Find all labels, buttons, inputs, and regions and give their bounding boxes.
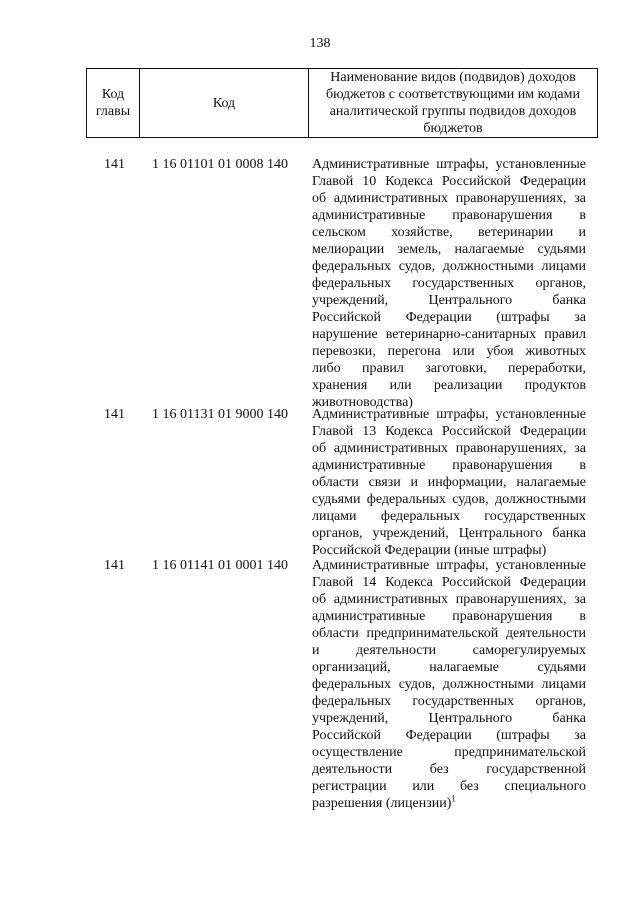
description-line: об административных правонарушениях, за [312,592,586,607]
description-line: области предпринимательской деятельности [312,626,586,641]
description-line: мелиорации земель, налагаемые судьями [312,242,586,257]
description-line: учреждений, Центрального банка [312,293,586,308]
chapter-code: 141 [104,157,125,172]
description-line: лицами федеральных государственных [312,509,586,524]
description-line-text: разрешения (лицензии) [312,796,452,811]
revenue-description [312,557,586,812]
revenue-description [312,406,586,559]
header-code: Код [140,69,309,138]
chapter-code: 141 [104,407,125,422]
description-line: административные правонарушения в [312,208,586,223]
page-number: 138 [309,36,331,51]
description-line: органов, учреждений, Центрального банка [312,526,586,541]
description-line: административные правонарушения в [312,458,586,473]
description-line: сельском хозяйстве, ветеринарии и [312,225,586,240]
header-description-line: аналитической группы подвидов доходов [329,104,577,119]
description-line: Административные штрафы, установленные [312,558,586,573]
revenue-description [312,156,586,411]
description-line: Главой 14 Кодекса Российской Федерации [312,575,586,590]
description-line: хранения или реализации продуктов [312,378,586,393]
description-line: Административные штрафы, установленные [312,407,586,422]
description-line: учреждений, Центрального банка [312,711,586,726]
revenue-code: 1 16 01141 01 0001 140 [152,558,288,573]
description-line: Российской Федерации (иные штрафы) [312,543,547,558]
description-line: Российской Федерации (штрафы за [312,310,586,325]
header-description [309,69,598,138]
description-line: деятельности без государственной [312,762,586,777]
description-line [312,795,586,812]
description-line: федеральных судов, должностными лицами [312,259,586,274]
description-line: организаций, налагаемые судьями [312,660,586,675]
description-line: Российской Федерации (штрафы за [312,728,586,743]
header-chapter-line: Код [101,87,125,102]
description-line: Главой 13 Кодекса Российской Федерации [312,424,586,439]
footnote-marker: 1 [451,793,456,804]
header-description-line: бюджетов [423,121,483,136]
description-line: административные правонарушения в [312,609,586,624]
header-chapter-line: главы [95,104,131,119]
description-line: судьями федеральных судов, должностными [312,492,586,507]
chapter-code: 141 [104,558,125,573]
description-line: регистрации или без специального [312,779,586,794]
description-line: федеральных судов, должностными лицами [312,677,586,692]
description-line: либо правил заготовки, переработки, [312,361,586,376]
description-line: и деятельности саморегулируемых [312,643,586,658]
header-description-line: Наименование видов (подвидов) доходов [330,70,576,85]
table-header [86,68,598,138]
header-description-line: бюджетов с соответствующими им кодами [326,87,580,102]
description-line: федеральных государственных органов, [312,694,586,709]
description-line: осуществление предпринимательской [312,745,586,760]
description-line: Главой 10 Кодекса Российской Федерации [312,174,586,189]
description-line: животноводства) [312,395,413,410]
description-line: перевозки, перегона или убоя животных [312,344,586,359]
description-line: области связи и информации, налагаемые [312,475,586,490]
description-line: федеральных государственных органов, [312,276,586,291]
revenue-code: 1 16 01101 01 0008 140 [152,157,288,172]
description-line: Административные штрафы, установленные [312,157,586,172]
description-line: об административных правонарушениях, за [312,191,586,206]
header-chapter-code [87,69,140,138]
revenue-code: 1 16 01131 01 9000 140 [152,407,288,422]
description-line: об административных правонарушениях, за [312,441,586,456]
description-line: нарушение ветеринарно-санитарных правил [312,327,586,342]
